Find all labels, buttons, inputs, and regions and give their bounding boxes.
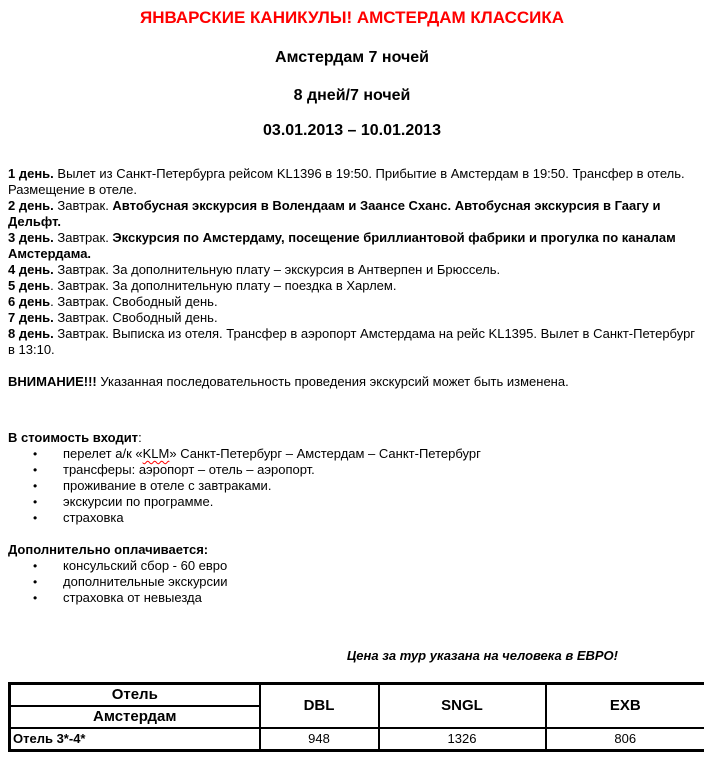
list-item bbox=[8, 510, 696, 526]
bullet-icon: • bbox=[33, 575, 38, 589]
bullet-icon: • bbox=[33, 511, 38, 525]
bullet-icon: • bbox=[33, 479, 38, 493]
itinerary-day-4 bbox=[8, 262, 696, 278]
list-item bbox=[8, 494, 696, 510]
hotel-name-cell: Отель 3*-4* bbox=[10, 728, 260, 751]
attention-note bbox=[8, 374, 696, 390]
document-page bbox=[0, 8, 704, 758]
day-label: 2 день. bbox=[8, 198, 54, 213]
col-header-sngl: SNGL bbox=[379, 684, 546, 728]
attention-text: Указанная последовательность проведения экскурсий может быть изменена. bbox=[96, 374, 569, 389]
price-dbl-cell: 948 bbox=[260, 728, 379, 751]
day-label: 6 день bbox=[8, 294, 51, 309]
day-label: 5 день bbox=[8, 278, 51, 293]
day-text-bold: Автобусная экскурсия в Волендаам и Заансе Сханс. Автобусная экскурсия в Гаагу и Дельфт. bbox=[8, 198, 661, 229]
additional-list bbox=[8, 558, 696, 606]
day-label: 8 день. bbox=[8, 326, 54, 341]
list-item bbox=[8, 574, 696, 590]
day-text-bold: Экскурсия по Амстердаму, посещение бриллиантовой фабрики и прогулка по каналам Амстердама. bbox=[8, 230, 676, 261]
day-text: Завтрак. За дополнительную плату – экскурсия в Антверпен и Брюссель. bbox=[53, 262, 501, 277]
itinerary-day-5 bbox=[8, 278, 696, 294]
col-header-exb: EXB bbox=[546, 684, 704, 728]
day-text: Завтрак. bbox=[53, 198, 113, 213]
day-text: Вылет из Санкт-Петербурга рейсом KL1396 в 19:50. Прибытие в Амстердам в 19:50. Трансфер в отель. Размещение в отеле. bbox=[8, 166, 685, 197]
day-text: . Завтрак. За дополнительную плату – поездка в Харлем. bbox=[50, 278, 397, 293]
itinerary-day-6 bbox=[8, 294, 696, 310]
day-text: Завтрак. Выписка из отеля. Трансфер в аэропорт Амстердама на рейс KL1395. Вылет в Санкт-Петербург в 13:10. bbox=[8, 326, 696, 357]
page-title: ЯНВАРСКИЕ КАНИКУЛЫ! АМСТЕРДАМ КЛАССИКА bbox=[139, 8, 565, 27]
day-label: 4 день. bbox=[8, 262, 54, 277]
itinerary-day-1 bbox=[8, 166, 696, 198]
included-heading-colon: : bbox=[138, 430, 142, 445]
itinerary-day-8 bbox=[8, 326, 696, 358]
list-item bbox=[8, 446, 696, 462]
itinerary-section bbox=[8, 166, 696, 358]
col-header-dbl: DBL bbox=[260, 684, 379, 728]
day-label: 1 день. bbox=[8, 166, 54, 181]
day-text: Завтрак. Свободный день. bbox=[53, 310, 218, 325]
included-item-pre: перелет а/к « bbox=[63, 446, 143, 461]
bullet-icon: • bbox=[33, 447, 38, 461]
day-label: 3 день. bbox=[8, 230, 54, 245]
included-list bbox=[8, 446, 696, 526]
city-header-cell: Амстердам bbox=[10, 706, 260, 728]
day-text: Завтрак. bbox=[53, 230, 113, 245]
attention-label: ВНИМАНИЕ!!! bbox=[8, 374, 97, 389]
additional-item: консульский сбор - 60 евро bbox=[63, 558, 228, 573]
bullet-icon: • bbox=[33, 495, 38, 509]
additional-item: страховка от невыезда bbox=[63, 590, 202, 605]
itinerary-day-2 bbox=[8, 198, 696, 230]
itinerary-day-3 bbox=[8, 230, 696, 262]
airline-code: KLM bbox=[142, 446, 170, 461]
table-row bbox=[10, 728, 704, 751]
bullet-icon: • bbox=[33, 463, 38, 477]
price-sngl-cell: 1326 bbox=[379, 728, 546, 751]
included-item: страховка bbox=[63, 510, 124, 525]
table-header-row-top bbox=[10, 684, 704, 706]
additional-heading bbox=[8, 542, 696, 558]
subtitle-days: 8 дней/7 ночей bbox=[293, 87, 411, 104]
list-item bbox=[8, 462, 696, 478]
included-item: экскурсии по программе. bbox=[63, 494, 214, 509]
bullet-icon: • bbox=[33, 591, 38, 605]
price-note: Цена за тур указана на человека в ЕВРО! bbox=[346, 648, 618, 663]
included-heading bbox=[8, 430, 696, 446]
date-range: 03.01.2013 – 10.01.2013 bbox=[263, 122, 441, 139]
price-exb-cell: 806 bbox=[546, 728, 704, 751]
list-item bbox=[8, 478, 696, 494]
included-item: трансферы: аэропорт – отель – аэропорт. bbox=[63, 462, 315, 477]
subtitle-nights: Амстердам 7 ночей bbox=[275, 49, 429, 66]
included-item: проживание в отеле с завтраками. bbox=[63, 478, 272, 493]
included-item-post: » Санкт-Петербург – Амстердам – Санкт-Петербург bbox=[169, 446, 481, 461]
list-item bbox=[8, 590, 696, 606]
hotel-header-cell: Отель bbox=[10, 684, 260, 706]
day-text: . Завтрак. Свободный день. bbox=[50, 294, 218, 309]
itinerary-day-7 bbox=[8, 310, 696, 326]
additional-heading-text: Дополнительно оплачивается: bbox=[8, 542, 209, 557]
price-table bbox=[8, 682, 704, 752]
day-label: 7 день. bbox=[8, 310, 54, 325]
additional-item: дополнительные экскурсии bbox=[63, 574, 228, 589]
bullet-icon: • bbox=[33, 559, 38, 573]
included-heading-text: В стоимость входит bbox=[8, 430, 139, 445]
list-item bbox=[8, 558, 696, 574]
